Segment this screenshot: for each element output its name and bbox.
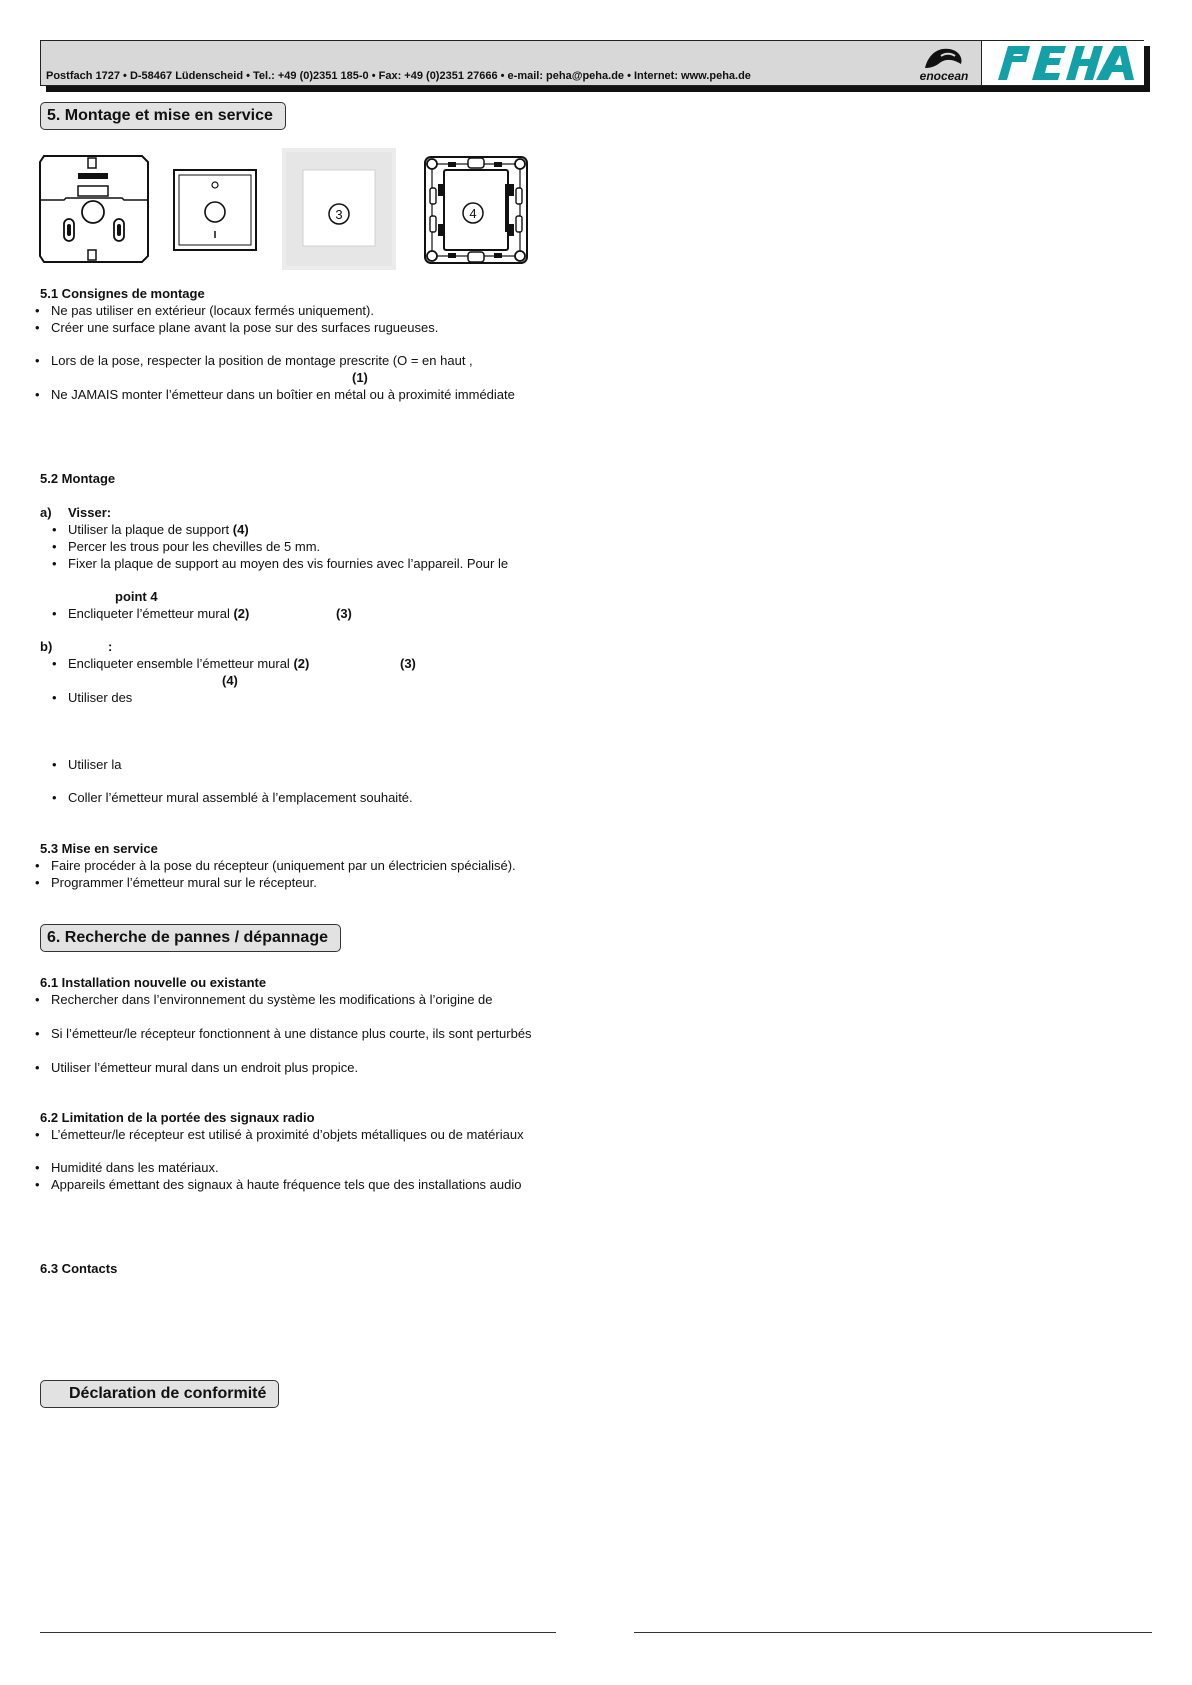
section-6-3-title: 6.3 Contacts xyxy=(40,1261,118,1276)
header-bar xyxy=(40,40,1144,86)
insert-module-figure xyxy=(38,154,150,264)
section-5-1-title: 5.1 Consignes de montage xyxy=(40,286,205,301)
list-item: • Lors de la pose, respecter la position de montage prescrite (O = en haut , xyxy=(51,353,473,369)
enocean-icon xyxy=(911,44,977,72)
list-item xyxy=(68,606,249,622)
step-b-colon: : xyxy=(108,639,113,654)
list-item: • Si l’émetteur/le récepteur fonctionnent à une distance plus courte, ils sont perturbés xyxy=(51,1026,532,1042)
figure-ref-2: (2) xyxy=(293,656,310,671)
enocean-label: enocean xyxy=(919,69,969,83)
figure-ref-3: (3) xyxy=(400,656,416,671)
list-item: • Rechercher dans l’environnement du système les modifications à l’origine de xyxy=(51,992,493,1008)
list-item: • Fixer la plaque de support au moyen des vis fournies avec l’appareil. Pour le xyxy=(68,556,508,572)
list-item: • Ne JAMAIS monter l’émetteur dans un boîtier en métal ou à proximité immédiate xyxy=(51,387,515,403)
section-5-heading: 5. Montage et mise en service xyxy=(40,102,286,130)
section-6-1-title: 6.1 Installation nouvelle ou existante xyxy=(40,975,267,990)
footer-line-left xyxy=(40,1632,556,1633)
section-5-3-title: 5.3 Mise en service xyxy=(40,841,158,856)
figure-label-4: 4 xyxy=(469,206,477,221)
step-a-bullet-4-text: Encliqueter l’émetteur mural xyxy=(68,606,234,621)
list-item: • Coller l’émetteur mural assemblé à l’emplacement souhaité. xyxy=(68,790,413,806)
list-item: • Appareils émettant des signaux à haute fréquence tels que des installations audio xyxy=(51,1177,521,1193)
section-6-2-title: 6.2 Limitation de la portée des signaux radio xyxy=(40,1110,315,1125)
section-5-2-title: 5.2 Montage xyxy=(40,471,116,486)
header-address: Postfach 1727 • D-58467 Lüdenscheid • Tel.: +49 (0)2351 185-0 • Fax: +49 (0)2351 27666 • e-mail: peha@peha.de • Internet: www.peha.de xyxy=(46,70,751,82)
figure-label-3: 3 xyxy=(335,207,343,222)
list-item xyxy=(68,656,309,672)
peha-logo-box xyxy=(981,41,1144,85)
list-item xyxy=(68,522,249,538)
list-item: • Programmer l’émetteur mural sur le récepteur. xyxy=(51,875,317,891)
list-item: • Percer les trous pour les chevilles de 5 mm. xyxy=(68,539,320,555)
figure-ref-4: (4) xyxy=(222,673,238,688)
figure-ref-3: (3) xyxy=(336,606,352,621)
wall-transmitter-figure xyxy=(172,168,258,252)
list-item: • Utiliser des xyxy=(68,690,132,706)
enocean-logo xyxy=(911,44,977,84)
figure-ref-4: (4) xyxy=(232,522,249,537)
list-item: • L’émetteur/le récepteur est utilisé à proximité d’objets métalliques ou de matériaux xyxy=(51,1127,524,1143)
list-item: • Ne pas utiliser en extérieur (locaux fermés uniquement). xyxy=(51,303,374,319)
step-b-label: b) xyxy=(40,639,53,654)
cover-frame-figure xyxy=(280,146,398,272)
footer-line-right xyxy=(634,1632,1152,1633)
figure-ref-2: (2) xyxy=(233,606,250,621)
list-item: • Humidité dans les matériaux. xyxy=(51,1160,219,1176)
list-item: • Utiliser la xyxy=(68,757,121,773)
section-6-heading: 6. Recherche de pannes / dépannage xyxy=(40,924,341,952)
peha-logo xyxy=(988,44,1138,82)
figure-ref-1: (1) xyxy=(352,370,368,385)
step-b-bullet-1-text: Encliqueter ensemble l’émetteur mural xyxy=(68,656,294,671)
support-plate-figure xyxy=(422,154,530,266)
step-a-bullet-1-text: Utiliser la plaque de support xyxy=(68,522,233,537)
step-a-label: a) xyxy=(40,505,52,520)
list-item: • Utiliser l’émetteur mural dans un endroit plus propice. xyxy=(51,1060,358,1076)
declaration-heading: Déclaration de conformité xyxy=(40,1380,279,1408)
point-4-ref: point 4 xyxy=(115,589,158,604)
list-item: • Créer une surface plane avant la pose sur des surfaces rugueuses. xyxy=(51,320,438,336)
list-item: • Faire procéder à la pose du récepteur (uniquement par un électricien spécialisé). xyxy=(51,858,516,874)
step-a-title: Visser: xyxy=(68,505,112,520)
page-header xyxy=(40,40,1144,86)
